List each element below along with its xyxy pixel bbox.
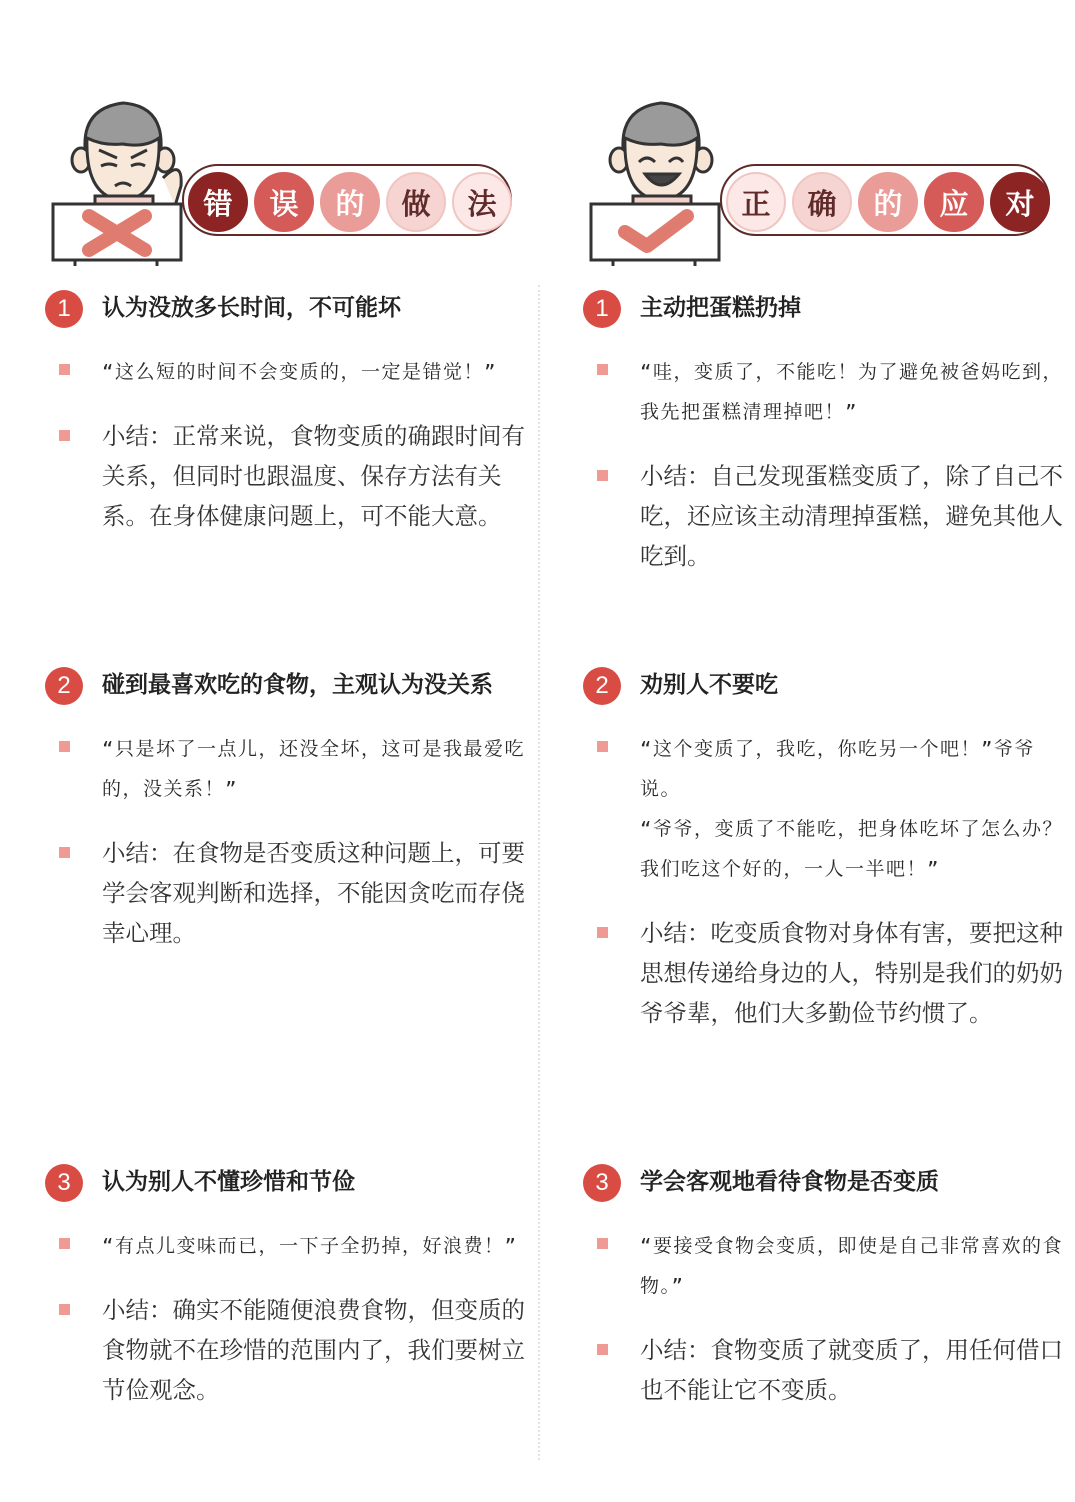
section-heading [583, 288, 1063, 328]
section-number-badge: 2 [45, 667, 83, 705]
summary-text: 小结：在食物是否变质这种问题上，可要学会客观判断和选择，不能因贪吃而存侥幸心理。 [102, 839, 525, 947]
quote-text: “这个变质了，我吃，你吃另一个吧！”爷爷说。 [640, 738, 1035, 800]
title-char: 的 [320, 172, 380, 232]
happy-boy-with-check-sign-icon [583, 88, 733, 268]
quote-item [45, 352, 525, 392]
title-char: 正 [726, 172, 786, 232]
title-wrong-approach [188, 172, 512, 232]
summary-item [583, 913, 1063, 1033]
right-approach-header [583, 60, 1063, 270]
section-title: 劝别人不要吃 [640, 672, 778, 698]
right-section-3 [583, 1162, 1063, 1410]
quote-text: “要接受食物会变质，即使是自己非常喜欢的食物。” [640, 1235, 1063, 1297]
summary-text: 小结：吃变质食物对身体有害，要把这种思想传递给身边的人，特别是我们的奶奶爷爷辈，他们大多勤俭节约惯了。 [640, 919, 1063, 1027]
column-divider [538, 285, 540, 1460]
right-section-1 [583, 288, 1063, 576]
quote-item [45, 1226, 525, 1266]
summary-item [583, 456, 1063, 576]
wrong-section-2 [45, 665, 525, 953]
title-char: 的 [858, 172, 918, 232]
title-char: 对 [990, 172, 1050, 232]
summary-item [583, 1330, 1063, 1410]
title-char: 误 [254, 172, 314, 232]
title-char: 错 [188, 172, 248, 232]
title-right-approach [726, 172, 1050, 232]
section-title: 认为没放多长时间，不可能坏 [102, 295, 401, 321]
section-title: 认为别人不懂珍惜和节俭 [102, 1169, 355, 1195]
summary-item [45, 833, 525, 953]
quote-item [583, 352, 1063, 432]
wrong-approach-column [45, 0, 525, 1502]
section-heading [583, 665, 1063, 705]
section-heading [583, 1162, 1063, 1202]
summary-item [45, 416, 525, 536]
quote-item [583, 1226, 1063, 1306]
summary-text: 小结：自己发现蛋糕变质了，除了自己不吃，还应该主动清理掉蛋糕，避免其他人吃到。 [640, 462, 1063, 570]
section-number-badge: 3 [45, 1164, 83, 1202]
quote-item [583, 729, 1063, 889]
quote-text: “哇，变质了，不能吃！为了避免被爸妈吃到，我先把蛋糕清理掉吧！” [640, 361, 1063, 423]
quote-text: “只是坏了一点儿，还没全坏，这可是我最爱吃的，没关系！” [102, 738, 525, 800]
quote-text-2: “爷爷，变质了不能吃，把身体吃坏了怎么办？我们吃这个好的，一人一半吧！” [640, 818, 1063, 880]
section-heading [45, 288, 525, 328]
title-char: 确 [792, 172, 852, 232]
title-char: 法 [452, 172, 512, 232]
section-title: 主动把蛋糕扔掉 [640, 295, 801, 321]
title-char: 应 [924, 172, 984, 232]
quote-text: “有点儿变味而已，一下子全扔掉，好浪费！” [102, 1235, 518, 1257]
right-approach-column [583, 0, 1063, 1502]
wrong-section-1 [45, 288, 525, 536]
section-title: 碰到最喜欢吃的食物，主观认为没关系 [102, 672, 493, 698]
section-number-badge: 2 [583, 667, 621, 705]
summary-text: 小结：确实不能随便浪费食物，但变质的食物就不在珍惜的范围内了，我们要树立节俭观念。 [102, 1296, 525, 1404]
section-number-badge: 1 [583, 290, 621, 328]
section-title: 学会客观地看待食物是否变质 [640, 1169, 939, 1195]
angry-boy-with-x-sign-icon [45, 88, 195, 268]
right-section-2 [583, 665, 1063, 1033]
summary-text: 小结：正常来说，食物变质的确跟时间有关系，但同时也跟温度、保存方法有关系。在身体健康问题上，可不能大意。 [102, 422, 525, 530]
wrong-approach-header [45, 60, 525, 270]
quote-text: “这么短的时间不会变质的，一定是错觉！” [102, 361, 497, 383]
title-char: 做 [386, 172, 446, 232]
summary-item [45, 1290, 525, 1410]
section-number-badge: 1 [45, 290, 83, 328]
wrong-section-3 [45, 1162, 525, 1410]
summary-text: 小结：食物变质了就变质了，用任何借口也不能让它不变质。 [640, 1336, 1063, 1404]
quote-item [45, 729, 525, 809]
section-heading [45, 665, 525, 705]
section-number-badge: 3 [583, 1164, 621, 1202]
section-heading [45, 1162, 525, 1202]
